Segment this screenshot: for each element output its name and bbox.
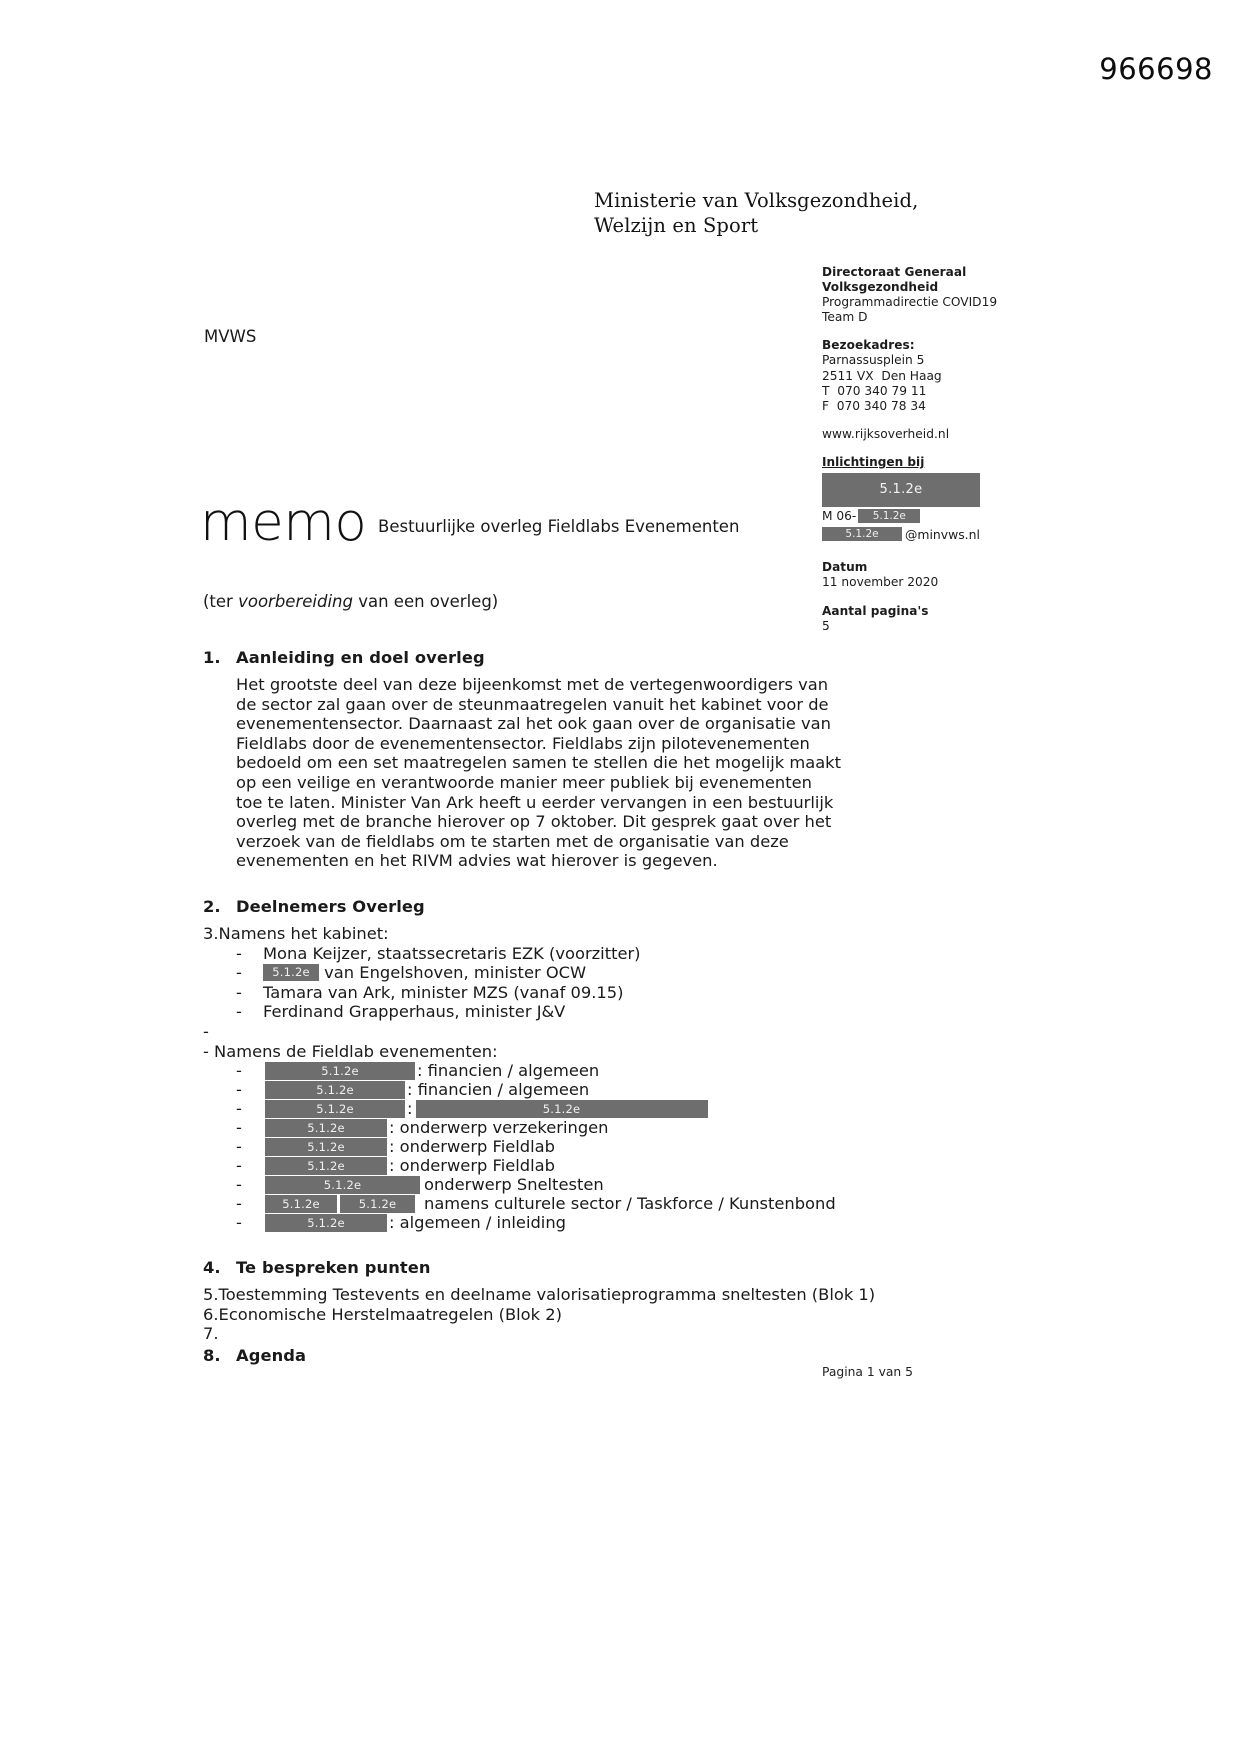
- mobile-line: [822, 509, 1072, 524]
- list-item: [203, 1002, 843, 1022]
- masthead-line-1: Ministerie van Volksgezondheid,: [594, 189, 919, 212]
- redaction-bar-name: 5.1.2e: [265, 1214, 387, 1232]
- redaction-bar-name: 5.1.2e: [265, 1176, 420, 1194]
- scan-margin-left: [0, 0, 88, 1754]
- fieldlab-topic: :: [407, 1099, 413, 1119]
- fax-number: F 070 340 78 34: [822, 398, 926, 413]
- list-item: [203, 963, 843, 983]
- email-domain: @minvws.nl: [905, 527, 980, 543]
- redaction-bar-topic: 5.1.2e: [416, 1100, 708, 1118]
- masthead-line-2: Welzijn en Sport: [594, 214, 759, 237]
- participant-name: [263, 963, 586, 983]
- list-item: [203, 944, 843, 964]
- address-city: 2511 VX Den Haag: [822, 368, 942, 383]
- prep-suffix: van een overleg): [352, 592, 499, 611]
- fieldlab-topic: : algemeen / inleiding: [389, 1213, 566, 1233]
- dash-bullet: -: [236, 1156, 242, 1176]
- list-item: [203, 1118, 843, 1137]
- email-line: [822, 527, 1072, 542]
- website-block: [822, 427, 1072, 442]
- dash-bullet: -: [236, 1118, 242, 1138]
- fieldlab-topic: namens culturele sector / Taskforce / Kunstenbond: [424, 1194, 836, 1214]
- redaction-bar-name: 5.1.2e: [265, 1062, 415, 1080]
- section-2-title: Deelnemers Overleg: [236, 896, 425, 916]
- dash-bullet: -: [236, 943, 242, 963]
- redaction-bar-name: 5.1.2e: [265, 1119, 387, 1137]
- ministry-masthead: [594, 188, 918, 238]
- redaction-bar-name: 5.1.2e: [265, 1100, 405, 1118]
- discussion-point-5: 5.Toestemming Testevents en deelname valorisatieprogramma sneltesten (Blok 1): [203, 1285, 876, 1305]
- document-number: 966698: [1099, 52, 1213, 86]
- section-2-heading: [203, 897, 843, 916]
- fieldlab-participants-list: [203, 1061, 843, 1232]
- redaction-bar-name: 5.1.2e: [265, 1157, 387, 1175]
- prep-italic-word: voorbereiding: [238, 592, 353, 611]
- information-contact-block: [822, 455, 1072, 542]
- fieldlab-topic: : financien / algemeen: [407, 1080, 590, 1100]
- dash-bullet: -: [236, 982, 242, 1002]
- page-count-block: [822, 604, 1072, 634]
- participant-name: Ferdinand Grapperhaus, minister J&V: [263, 1002, 566, 1022]
- dash-bullet: -: [236, 1099, 242, 1119]
- visiting-address-block: [822, 338, 1072, 413]
- section-1-title: Aanleiding en doel overleg: [236, 648, 485, 667]
- orphan-dash: -: [203, 1021, 209, 1041]
- page-count-heading: Aantal pagina's: [822, 603, 929, 618]
- dash-bullet: -: [236, 1137, 242, 1157]
- list-item: [203, 1061, 843, 1080]
- section-1-heading: [203, 648, 843, 667]
- kabinet-participants-list: [203, 944, 843, 1022]
- redaction-bar-mobile: 5.1.2e: [858, 509, 920, 523]
- fieldlab-topic: : onderwerp Fieldlab: [389, 1156, 555, 1176]
- date-heading: Datum: [822, 560, 868, 575]
- list-item: [203, 1213, 843, 1232]
- discussion-point-6: 6.Economische Herstelmaatregelen (Blok 2): [203, 1304, 562, 1324]
- redaction-bar-contact-name: 5.1.2e: [822, 473, 980, 507]
- prep-prefix: (ter: [203, 592, 239, 611]
- fieldlab-topic: onderwerp Sneltesten: [424, 1175, 604, 1195]
- date-block: [822, 560, 1072, 590]
- fieldlab-topic: : onderwerp Fieldlab: [389, 1137, 555, 1157]
- participant-name: Tamara van Ark, minister MZS (vanaf 09.15): [263, 982, 624, 1002]
- dash-bullet: -: [236, 1175, 242, 1195]
- page-count-value: 5: [822, 618, 830, 633]
- dash-bullet: -: [236, 1213, 242, 1233]
- preparation-note: [203, 592, 498, 611]
- section-4-number: 4.: [203, 1258, 221, 1278]
- list-item: [203, 1137, 843, 1156]
- redaction-bar-name-first: 5.1.2e: [265, 1195, 337, 1213]
- redaction-bar-name: 5.1.2e: [265, 1138, 387, 1156]
- kabinet-intro-line: 3.Namens het kabinet:: [203, 923, 389, 943]
- dash-bullet: -: [236, 1080, 242, 1100]
- directorate-block: [822, 265, 1072, 325]
- addressee: MVWS: [204, 327, 257, 346]
- section-8-number: 8.: [203, 1345, 221, 1365]
- discussion-point-7: 7.: [203, 1324, 219, 1344]
- date-value: 11 november 2020: [822, 575, 939, 590]
- metadata-column: [822, 265, 1072, 647]
- page-footer: Pagina 1 van 5: [822, 1365, 913, 1379]
- participant-name-rest: van Engelshoven, minister OCW: [319, 963, 587, 983]
- memo-title: memo: [200, 492, 367, 553]
- list-item: [203, 1194, 843, 1213]
- dash-bullet: -: [236, 1002, 242, 1022]
- section-4-title: Te bespreken punten: [236, 1258, 431, 1278]
- information-heading: Inlichtingen bij: [822, 454, 925, 469]
- fieldlab-section-heading: - Namens de Fieldlab evenementen:: [203, 1041, 498, 1061]
- section-2-number: 2.: [203, 896, 221, 916]
- directorate-heading-line-2: Volksgezondheid: [822, 280, 939, 295]
- website-url: www.rijksoverheid.nl: [822, 426, 950, 441]
- redaction-bar-participant: 5.1.2e: [263, 964, 319, 981]
- section-1-paragraph: Het grootste deel van deze bijeenkomst met de vertegenwoordigers van de sector zal gaan over de steunmaatregelen vanuit het kabinet voor de evenementensector. Daarnaast zal het ook gaan over de organisatie van Fieldlabs door de evenementensector. Fieldlabs zijn pilotevenementen bedoeld om een set maatregelen samen te stellen die het mogelijk maakt op een veilige en verantwoorde manier meer publiek bij evenementen toe te laten. Minister Van Ark heeft u eerder vervangen in een bestuurlijk overleg met de branche hierover op 7 oktober. Dit gesprek gaat over het verzoek van de fieldlabs om te starten met de organisatie van deze evenementen en het RIVM advies wat hierover is gegeven.: [236, 675, 841, 871]
- dash-bullet: -: [236, 1194, 242, 1214]
- list-item: [203, 1175, 843, 1194]
- participant-name: Mona Keijzer, staatssecretaris EZK (voorzitter): [263, 943, 641, 963]
- list-item: [203, 1080, 843, 1099]
- redaction-bar-name: 5.1.2e: [265, 1081, 405, 1099]
- address-street: Parnassusplein 5: [822, 353, 925, 368]
- phone-number: T 070 340 79 11: [822, 383, 927, 398]
- directorate-heading-line-1: Directoraat Generaal: [822, 265, 967, 279]
- list-item: [203, 1099, 843, 1118]
- fieldlab-topic: : onderwerp verzekeringen: [389, 1118, 609, 1138]
- section-4-heading: [203, 1258, 843, 1277]
- section-8-heading: [203, 1346, 843, 1365]
- redaction-bar-name-second: 5.1.2e: [340, 1195, 415, 1213]
- visiting-address-heading: Bezoekadres:: [822, 338, 915, 353]
- section-1-number: 1.: [203, 648, 221, 667]
- document-body: [203, 648, 876, 1373]
- dash-bullet: -: [236, 1061, 242, 1081]
- programme-directorate: Programmadirectie COVID19: [822, 295, 998, 310]
- memo-subject: Bestuurlijke overleg Fieldlabs Evenementen: [378, 517, 740, 536]
- team-name: Team D: [822, 310, 868, 325]
- fieldlab-topic: : financien / algemeen: [417, 1061, 600, 1081]
- list-item: [203, 1156, 843, 1175]
- list-item: [203, 983, 843, 1003]
- mobile-label: M 06-: [822, 509, 857, 524]
- redaction-bar-email: 5.1.2e: [822, 527, 902, 541]
- dash-bullet: -: [236, 963, 242, 983]
- scan-margin-top: [88, 0, 1241, 88]
- section-8-title: Agenda: [236, 1345, 307, 1365]
